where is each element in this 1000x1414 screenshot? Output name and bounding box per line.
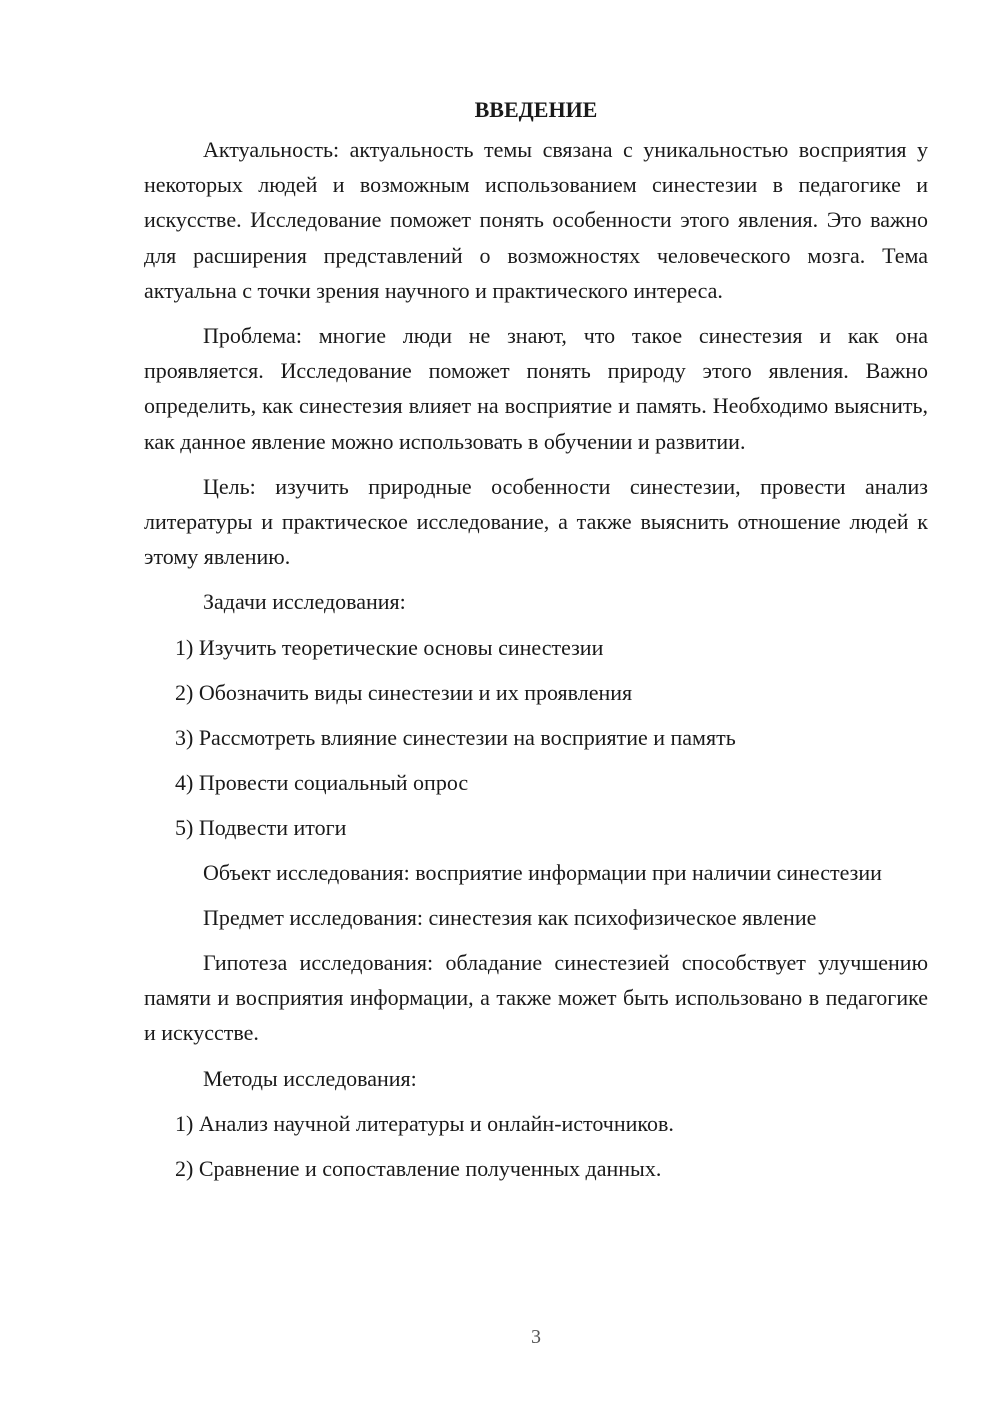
tasks-list: [144, 630, 928, 845]
tasks-heading: Задачи исследования:: [203, 589, 406, 615]
goal-paragraph: Цель: изучить природные особенности синестезии, провести анализ литературы и практическое исследование, а также выяснить отношение людей к этому явлению.: [144, 473, 928, 570]
page-title: ВВЕДЕНИЕ: [474, 97, 598, 122]
list-item: 1) Анализ научной литературы и онлайн-источников.: [175, 1110, 674, 1136]
methods-list: [144, 1106, 928, 1186]
object-paragraph: Объект исследования: восприятие информации при наличии синестезии: [203, 859, 882, 885]
methods-heading: Методы исследования:: [203, 1065, 417, 1091]
list-item: 5) Подвести итоги: [175, 814, 347, 840]
problem-paragraph: Проблема: многие люди не знают, что такое синестезия и как она проявляется. Исследование поможет понять природу этого явления. Важно определить, как синестезия влияет на восприятие и память. Необходимо выяснить, как данное явление можно использовать в обучении и развитии.: [144, 323, 928, 454]
list-item: 2) Сравнение и сопоставление полученных данных.: [175, 1155, 662, 1181]
subject-paragraph: Предмет исследования: синестезия как психофизическое явление: [203, 904, 817, 930]
relevance-paragraph: Актуальность: актуальность темы связана с уникальностью восприятия у некоторых людей и возможным использованием синестезии в педагогике и искусстве. Исследование поможет понять особенности этого явления. Это важно для расширения представлений о возможностях человеческого мозга. Тема актуальна с точки зрения научного и практического интереса.: [144, 137, 928, 303]
document-page: [144, 92, 928, 1196]
list-item: 4) Провести социальный опрос: [175, 769, 469, 795]
page-number: 3: [531, 1326, 541, 1348]
list-item: 1) Изучить теоретические основы синестезии: [175, 634, 604, 660]
list-item: 3) Рассмотреть влияние синестезии на восприятие и память: [175, 724, 736, 750]
hypothesis-paragraph: Гипотеза исследования: обладание синестезией способствует улучшению памяти и восприятия информации, а также может быть использовано в педагогике и искусстве.: [144, 950, 928, 1046]
list-item: 2) Обозначить виды синестезии и их проявления: [175, 679, 633, 705]
